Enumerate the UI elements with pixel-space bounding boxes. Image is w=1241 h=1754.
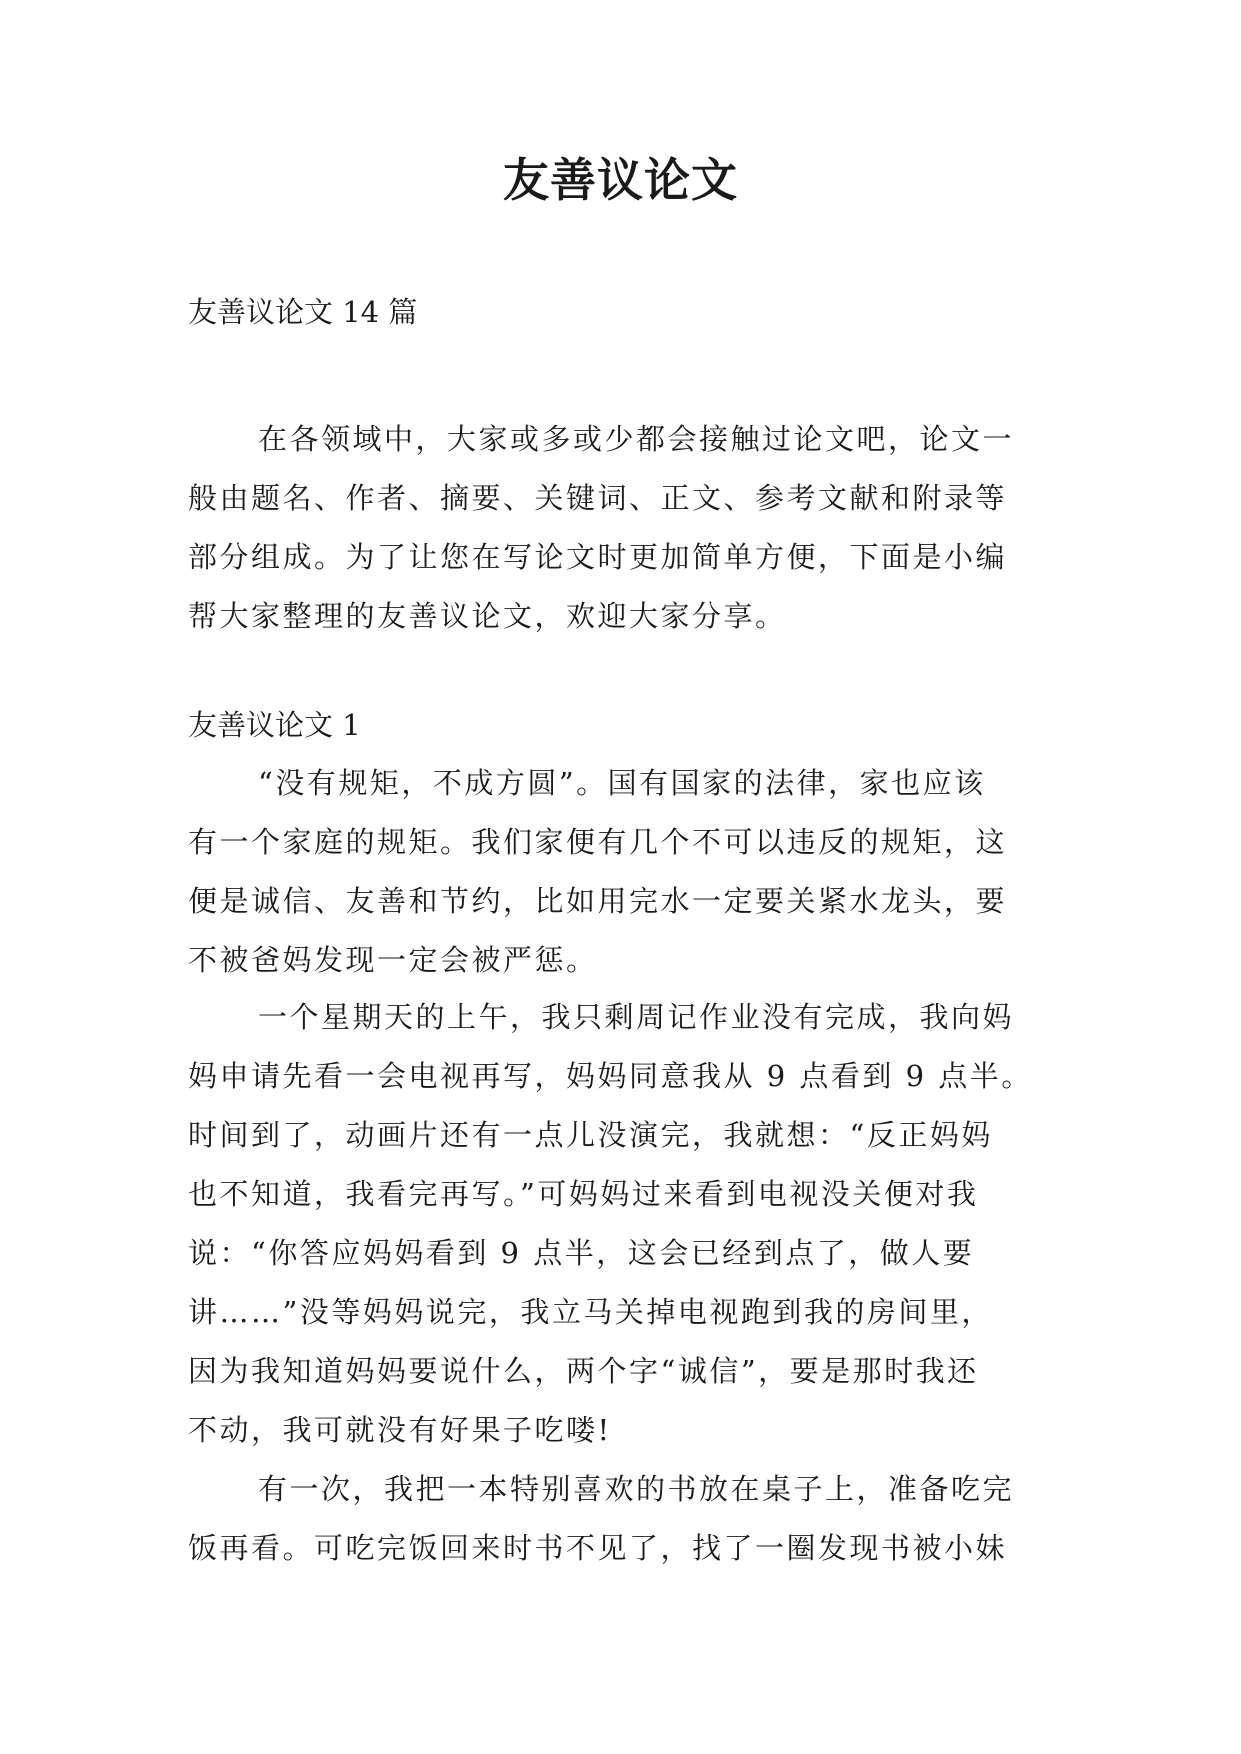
- paragraph-line: 有一次，我把一本特别喜欢的书放在桌子上，准备吃完: [258, 1472, 1015, 1506]
- paragraph-line: “没有规矩，不成方圆”。国有国家的法律，家也应该: [258, 766, 986, 800]
- intro-line: 部分组成。为了让您在写论文时更加简单方便，下面是小编: [188, 540, 1008, 574]
- paragraph-line: 一个星期天的上午，我只剩周记作业没有完成，我向妈: [258, 1000, 1015, 1034]
- essay-heading: 友善议论文 1: [188, 708, 361, 742]
- paragraph-line: 饭再看。可吃完饭回来时书不见了，找了一圈发现书被小妹: [188, 1531, 1008, 1565]
- paragraph-line: 说：“你答应妈妈看到 9 点半，这会已经到点了，做人要: [188, 1236, 975, 1270]
- intro-line: 在各领域中，大家或多或少都会接触过论文吧，论文一: [258, 422, 1015, 456]
- paragraph-line: 时间到了，动画片还有一点儿没演完，我就想：“反正妈妈: [188, 1118, 993, 1152]
- paragraph-line: 不动，我可就没有好果子吃喽!: [188, 1413, 612, 1447]
- paragraph-line: 因为我知道妈妈要说什么，两个字“诚信”，要是那时我还: [188, 1354, 979, 1388]
- paragraph-line: 讲……”没等妈妈说完，我立马关掉电视跑到我的房间里，: [188, 1295, 993, 1329]
- paragraph-line: 不被爸妈发现一定会被严惩。: [188, 943, 598, 977]
- essay-paragraph-2: [188, 988, 1054, 1460]
- intro-paragraph: [188, 410, 1054, 646]
- essay-paragraph-3: [188, 1460, 1054, 1578]
- document-title: 友善议论文: [503, 153, 738, 207]
- paragraph-line: 妈申请先看一会电视再写，妈妈同意我从 9 点看到 9 点半。: [188, 1059, 1033, 1093]
- essay-paragraph-1: [188, 754, 1054, 990]
- intro-line: 帮大家整理的友善议论文，欢迎大家分享。: [188, 599, 787, 633]
- paragraph-line: 便是诚信、友善和节约，比如用完水一定要关紧水龙头，要: [188, 884, 1008, 918]
- document-subtitle: 友善议论文 14 篇: [188, 295, 418, 329]
- paragraph-line: 也不知道，我看完再写。”可妈妈过来看到电视没关便对我: [188, 1177, 979, 1211]
- intro-line: 般由题名、作者、摘要、关键词、正文、参考文献和附录等: [188, 481, 1008, 515]
- paragraph-line: 有一个家庭的规矩。我们家便有几个不可以违反的规矩，这: [188, 825, 1008, 859]
